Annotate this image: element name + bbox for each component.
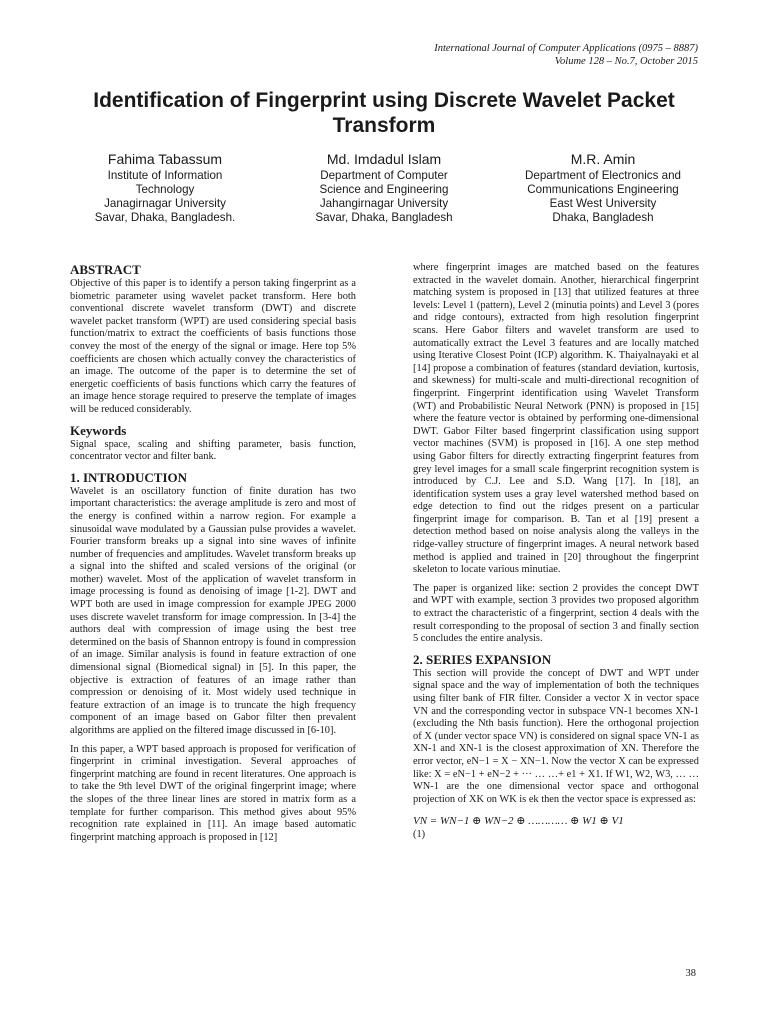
journal-volume: Volume 128 – No.7, October 2015 — [554, 56, 698, 67]
introduction-paragraph: where fingerprint images are matched based on the features extracted in the wavelet domain. Another, hierarchical fingerprint matching system is proposed in [13] that utilized features at three levels: Level 1 (pattern), Level 2 (minutia points) and Level 3 (pores and ridge contours), extracted from high resolution fingerprint scans. Here Gabor filters and wavelet transform are used to automatically extract the Level 3 features and are locally matched using Iterative Closest Point (ICP) algorithm. K. Thaiyalnayaki et al [14] propose a combination of features (standard deviation, kurtosis, and skewness) for multi-scale and multi-directional recognition of fingerprint. Fingerprint identification using Wavelet Transform (WT) and Probabilistic Neural Network (PNN) is proposed in [15] where the feature vector is obtained by performing one-dimensional DWT. Gabor Filter based fingerprint classification using support vector machines (SVM) is proposed in [16]. A one step method using Gabor filters for directly extracting fingerprint features from grey level images for a small scale fingerprint recognition system is introduced by C.J. Lee and S.D. Wang [17]. In [18], an identification system uses a gray level watershed method based on edge detection to find out the ridges present on a particular fingerprint image for comparison. B. Tan et al [19] present a detection method based on noise analysis along the valleys in the ridge-valley structure of fingerprint images. A neural network based method is applied and trained in [20] throughout the fingerprint skeleton to locate various minutiae. — [413, 262, 699, 576]
author-affiliation-line: Dhaka, Bangladesh — [552, 211, 654, 224]
keywords-heading: Keywords — [70, 422, 127, 438]
left-column — [70, 262, 356, 850]
author-affiliation-line: Science and Engineering — [319, 183, 449, 196]
right-column — [413, 262, 699, 841]
keywords-text: Signal space, scaling and shifting parameter, basis function, concentrator vector and filter bank. — [70, 438, 356, 463]
introduction-paragraph: Wavelet is an oscillatory function of finite duration has two important characteristics: the average amplitude is zero and most of the energy is confined within a narrow region. For example a sinusoidal wave modulated by a Gaussian pulse provides a wavelet. Fourier transform breaks up a signal into sine waves of infinite number of frequencies and amplitudes. Wavelet transform breaks up a signal into the shifted and scaled versions of the original (or mother) wavelet. Most of the application of wavelet transform in image processing is found as denoising of image [1-2]. DWT and WPT both are used in image compression for example JPEG 2000 uses discrete wavelet transform for image compression. In [3-4] the authors deal with compression of image using the best tree determined on the basis of Shannon entropy is found in compression of an image. Similar analysis is found in feature extraction of one dimensional signal (Biomedical signal) in [5]. In this paper, the objective is extraction of features of an image rather than compression or denoising of it. Most widely used technique in feature extraction of an image is to truncate the high frequency component of an image based on Gabor filter then prevalent algorithms are applied on the filtered image discussed in [6-10]. — [70, 485, 356, 736]
author-affiliation-line: Savar, Dhaka, Bangladesh — [315, 211, 453, 224]
author-affiliation-line: Department of Computer — [320, 169, 448, 182]
introduction-paragraph: The paper is organized like: section 2 provides the concept DWT and WPT with example, section 3 provides two proposed algorithm to extract the characteristic of a fingerprint, section 4 deals with the result corresponding to the proposal of section 3 and finally section 5 concludes the entire analysis. — [413, 582, 699, 645]
series-expansion-heading: 2. SERIES EXPANSION — [413, 651, 552, 667]
page-number: 38 — [685, 968, 696, 979]
author-affiliation-line: Savar, Dhaka, Bangladesh. — [94, 211, 236, 224]
abstract-heading: ABSTRACT — [70, 262, 141, 277]
abstract-text: Objective of this paper is to identify a person taking fingerprint as a biometric parameter using wavelet packet transform. Here both conventional discrete wavelet transform (DWT) and discrete wavelet packet transform (WPT) are used considering special basis function/matrix to extract the coefficients of basis functions those convey the most of the energy of the signal or image. Here top 5% coefficients are chosen which actually convey the characteristics of an image. The outcome of the paper is to determine the set of energetic coefficients of basis functions which carry the features of an image hence storage required to preserve the template of images will be reduced considerably. — [70, 278, 356, 415]
paper-title: Identification of Fingerprint using Discrete Wavelet Packet Transform — [93, 89, 675, 137]
author-affiliation-line: Department of Electronics and — [525, 169, 681, 182]
author-name: Fahima Tabassum — [107, 151, 223, 167]
author-affiliation-line: Communications Engineering — [527, 183, 679, 196]
author-affiliation-line: Institute of Information — [107, 169, 223, 182]
journal-name: International Journal of Computer Applications (0975 – 8887) — [434, 43, 698, 54]
series-expansion-paragraph: This section will provide the concept of DWT and WPT under signal space and the way of implementation of both the techniques using filter bank of FIR filter. Consider a vector X in vector space VN and the corresponding vector in subspace VN-1 becomes XN-1 (excluding the Nth basis function). Here the orthogonal projection of X (under vector space VN) is considered on signal space VN-1 as XN-1 and XN-1 is the closest approximation of XN. Therefore the error vector, eN−1 = X − XN−1. Now the vector X can be expressed like: X = eN−1 + eN−2 + ··· … …+ e1 + X1. If W1, W2, W3, … … WN-1 are the one dimensional vector space and orthogonal projection of XK on WK is ek then the vector space is expressed as: — [413, 667, 699, 805]
author-name: M.R. Amin — [570, 151, 636, 167]
equation: VN = WN−1 ⊕ WN−2 ⊕ ………… ⊕ W1 ⊕ V1 — [413, 815, 624, 828]
author-block — [60, 150, 270, 225]
journal-header — [298, 42, 698, 68]
author-list — [60, 150, 708, 225]
equation-number: (1) — [413, 829, 426, 841]
author-affiliation-line: Jahangirnagar University — [319, 197, 449, 210]
author-block — [279, 150, 489, 225]
author-name: Md. Imdadul Islam — [326, 151, 442, 167]
introduction-heading: 1. INTRODUCTION — [70, 469, 188, 485]
author-affiliation-line: Technology — [135, 183, 195, 196]
author-affiliation-line: Janagirnagar University — [104, 197, 226, 210]
author-affiliation-line: East West University — [549, 197, 657, 210]
introduction-paragraph: In this paper, a WPT based approach is proposed for verification of fingerprint in criminal investigation. Several approaches of fingerprint matching are found in recent literatures. One approach is to take the 9th level DWT of the original fingerprint image; where the slopes of the three linear lines are stored in matrix form as a template for further comparison. This method gives about 95% recognition rate explained in [11]. An image based automatic fingerprint matching approach is proposed in [12] — [70, 743, 356, 843]
author-block — [498, 150, 708, 225]
